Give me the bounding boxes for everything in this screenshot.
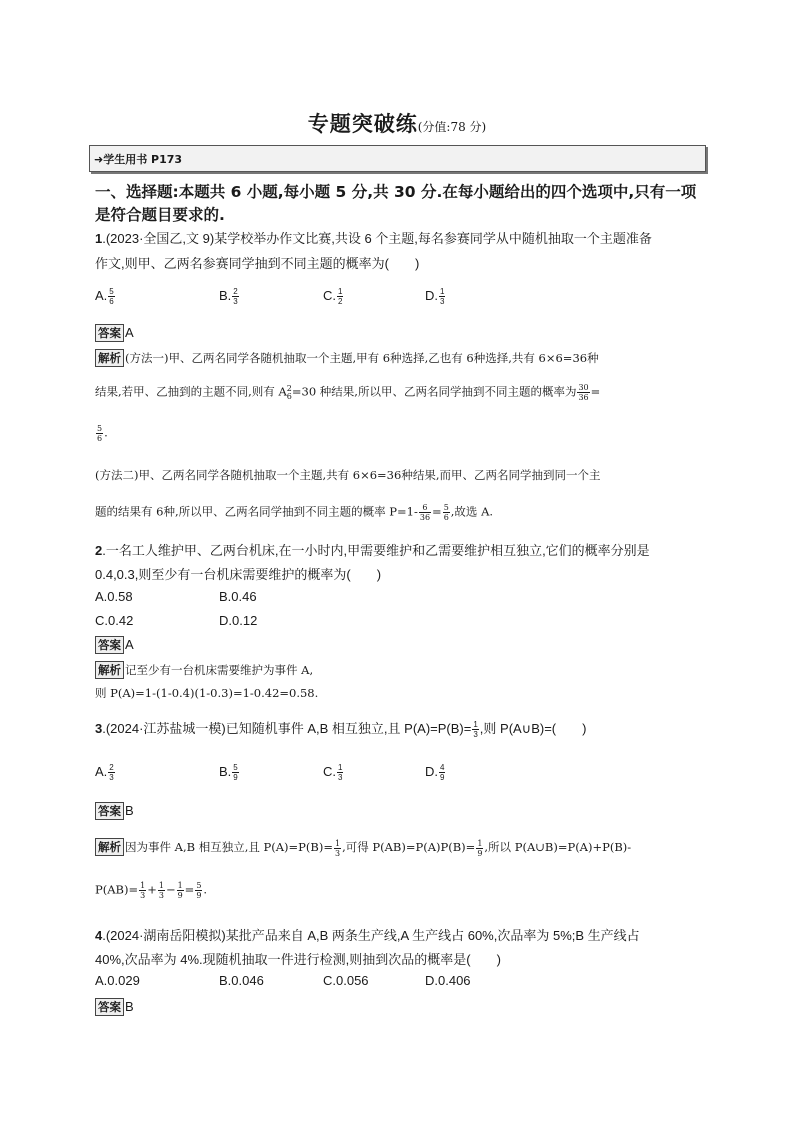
option-b: B. $\frac{5}{9}$ bbox=[219, 763, 238, 782]
q3-solution-line2: P(AB)= $\frac{1}{3}$ + $\frac{1}{3}$ − $\frac{1}{9}$ = $\frac{5}{9}$ . bbox=[95, 881, 208, 900]
title-row bbox=[0, 108, 794, 138]
question-number: 2 bbox=[95, 543, 103, 558]
answer-value: B bbox=[125, 999, 134, 1014]
option-d: D. $\frac{1}{3}$ bbox=[425, 287, 445, 306]
q2-solution-line1: 解析 记至少有一台机床需要维护为事件 A, bbox=[95, 661, 313, 679]
q1-solution-line1: 解析 (方法一)甲、乙两名同学各随机抽取一个主题,甲有 6种选择,乙也有 6种选择,共有 6×6=36种 bbox=[95, 349, 599, 367]
option-c: C. $\frac{1}{3}$ bbox=[323, 763, 343, 782]
answer-value: A bbox=[125, 637, 134, 652]
score-note: (分值:78 分) bbox=[417, 120, 487, 134]
section-heading-line2: 是符合题目要求的. bbox=[95, 206, 225, 224]
answer-tag: 答案 bbox=[95, 324, 124, 342]
q3-solution-line1: 解析 因为事件 A,B 相互独立,且 P(A)=P(B)= $\frac{1}{3}$ ,可得 P(AB)=P(A)P(B)= $\frac{1}{9}$ ,所以 P(A∪B)=P(A)+P(B)- bbox=[95, 838, 631, 858]
analysis-tag: 解析 bbox=[95, 838, 124, 856]
option-b: B.0.046 bbox=[219, 973, 264, 988]
option-c: C.0.056 bbox=[323, 973, 369, 988]
page-title: 专题突破练 bbox=[307, 112, 418, 136]
question-text: .(2024·湖南岳阳模拟)某批产品来自 A,B 两条生产线,A 生产线占 60%,次品率为 5%;B 生产线占 bbox=[102, 928, 640, 943]
question-1-line1 bbox=[95, 228, 652, 247]
analysis-tag: 解析 bbox=[95, 349, 124, 367]
question-number: 1 bbox=[95, 231, 103, 246]
question-source: .(2023·全国乙,文 9) bbox=[102, 231, 215, 246]
question-4-line1 bbox=[95, 925, 640, 944]
question-2-line1 bbox=[95, 540, 650, 559]
question-4-line2: 40%,次品率为 4%.现随机抽取一件进行检测,则抽到次品的概率是( ) bbox=[95, 952, 501, 967]
option-c: C.0.42 bbox=[95, 613, 134, 628]
option-d: D. $\frac{4}{9}$ bbox=[425, 763, 445, 782]
question-number: 4 bbox=[95, 928, 103, 943]
question-text: 某学校举办作文比赛,共设 6 个主题,每名参赛同学从中随机抽取一个主题准备 bbox=[214, 231, 652, 246]
question-text: .一名工人维护甲、乙两台机床,在一小时内,甲需要维护和乙需要维护相互独立,它们的概率分别是 bbox=[102, 543, 650, 558]
option-c: C. $\frac{1}{2}$ bbox=[323, 287, 343, 306]
question-2-line2: 0.4,0.3,则至少有一台机床需要维护的概率为( ) bbox=[95, 567, 382, 582]
answer-tag: 答案 bbox=[95, 998, 124, 1016]
option-a: A. $\frac{5}{6}$ bbox=[95, 287, 114, 306]
question-1-answer bbox=[95, 324, 134, 342]
question-3-line1: 3.(2024·江苏盐城一模)已知随机事件 A,B 相互独立,且 P(A)=P(B)= $\frac{1}{3}$ ,则 P(A∪B)=( ) bbox=[95, 720, 587, 740]
question-4-answer bbox=[95, 998, 134, 1016]
option-b: B. $\frac{2}{3}$ bbox=[219, 287, 238, 306]
answer-tag: 答案 bbox=[95, 636, 124, 654]
section-heading-line1: 一、选择题:本题共 6 小题,每小题 5 分,共 30 分.在每小题给出的四个选项中,只有一项 bbox=[95, 183, 697, 201]
option-d: D.0.12 bbox=[219, 613, 258, 628]
option-a: A. $\frac{2}{3}$ bbox=[95, 763, 114, 782]
student-book-reference: ➜学生用书 P173 bbox=[89, 145, 706, 172]
question-2-answer bbox=[95, 636, 134, 654]
q1-solution-line2: 结果,若甲、乙抽到的主题不同,则有 A 2 6 =30 种结果,所以甲、乙两名同学抽到不同主题的概率为 $\frac{30}{36}$ = bbox=[95, 383, 601, 402]
q1-solution2-line1: (方法二)甲、乙两名同学各随机抽取一个主题,共有 6×6=36种结果,而甲、乙两名同学抽到同一个主 bbox=[95, 468, 601, 482]
option-a: A.0.58 bbox=[95, 589, 133, 604]
answer-value: A bbox=[125, 325, 134, 340]
question-3-answer bbox=[95, 802, 134, 820]
q2-solution-line2: 则 P(A)=1-(1-0.4)(1-0.3)=1-0.42=0.58. bbox=[95, 686, 319, 700]
question-number: 3 bbox=[95, 721, 103, 736]
answer-value: B bbox=[125, 803, 134, 818]
question-1-line2: 作文,则甲、乙两名参赛同学抽到不同主题的概率为( ) bbox=[95, 256, 420, 271]
q1-solution-line3: $\frac{5}{6}$ . bbox=[97, 424, 108, 443]
option-b: B.0.46 bbox=[219, 589, 257, 604]
option-a: A.0.029 bbox=[95, 973, 140, 988]
answer-tag: 答案 bbox=[95, 802, 124, 820]
option-d: D.0.406 bbox=[425, 973, 471, 988]
q1-solution2-line2: 题的结果有 6种,所以甲、乙两名同学抽到不同主题的概率 P=1- $\frac{6}{36}$ = $\frac{5}{6}$ ,故选 A. bbox=[95, 503, 494, 522]
analysis-tag: 解析 bbox=[95, 661, 124, 679]
